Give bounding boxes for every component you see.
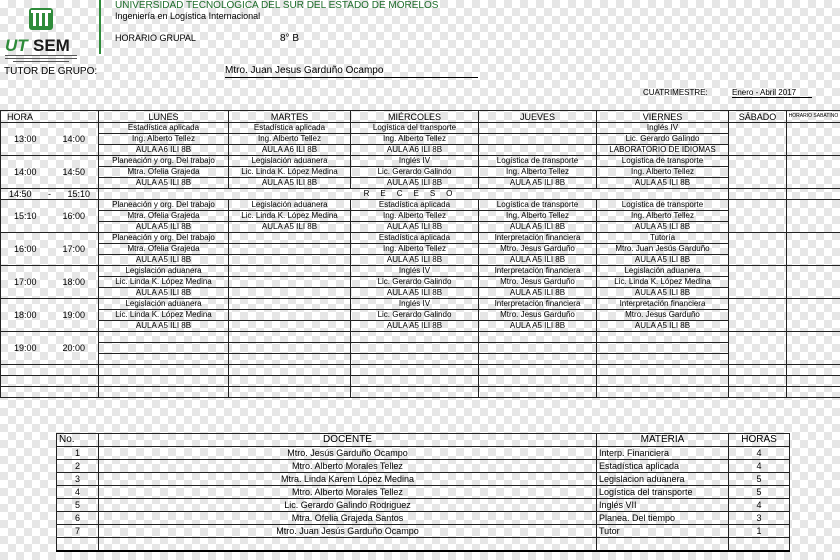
class-cell-line: Ing. Alberto Tellez: [597, 167, 729, 178]
header-hora: HORA: [1, 111, 99, 123]
recess-time-start: 14:50: [9, 189, 32, 199]
hour-start: 17:00: [13, 277, 37, 287]
hour-start: 15:10: [13, 211, 37, 221]
class-cell-line: AULA A5 ILI 8B: [99, 255, 229, 266]
class-cell-line: AULA A5 ILI 8B: [479, 288, 597, 299]
empty-cell: [1, 365, 99, 376]
sabatino-cell: [787, 233, 840, 266]
class-cell-line: AULA A5 ILI 8B: [597, 255, 729, 266]
class-cell-line: Mtro. Juan Jesús Garduño: [597, 244, 729, 255]
docente-docente: Mtro. Alberto Morales Tellez: [99, 486, 597, 499]
schedule-row: [1, 255, 840, 266]
class-cell-line: AULA A5 ILI 8B: [351, 255, 479, 266]
class-cell-line: Lic. Linda K. López Medina: [229, 211, 351, 222]
hour-cell: [1, 233, 99, 266]
class-cell-line: Lic. Linda K. López Medina: [597, 277, 729, 288]
header-docente: DOCENTE: [99, 434, 597, 447]
class-cell-line: Inglés IV: [351, 266, 479, 277]
header-no: No.: [57, 434, 99, 447]
docente-row: [57, 525, 790, 538]
schedule-row: [1, 310, 840, 321]
empty-cell: [729, 365, 787, 376]
empty-cell: [479, 376, 597, 387]
class-cell-line: Lic. Gerardo Galindo: [351, 167, 479, 178]
header-jueves: JUEVES: [479, 111, 597, 123]
class-cell-line: AULA A5 ILI 8B: [479, 255, 597, 266]
hour-cell: [1, 156, 99, 189]
recess-time-end: 15:10: [67, 189, 90, 199]
docentes-header-row: [57, 434, 790, 447]
empty-cell: [729, 387, 787, 398]
class-cell-line: [479, 343, 597, 354]
class-cell-line: Legislación aduanera: [99, 266, 229, 277]
empty-cell: [1, 376, 99, 387]
class-cell-line: [229, 244, 351, 255]
schedule-row: [1, 321, 840, 332]
class-cell-line: Interpretación financiera: [479, 266, 597, 277]
class-cell-line: Logística del transporte: [351, 123, 479, 134]
class-cell-line: Lic. Linda K. López Medina: [99, 277, 229, 288]
hour-end: 18:00: [62, 277, 86, 287]
utsem-logo: [3, 6, 95, 68]
class-cell-line: Interpretación financiera: [479, 233, 597, 244]
sabatino-cell: [787, 200, 840, 233]
tutor-label: TUTOR DE GRUPO:: [4, 66, 98, 77]
class-cell-line: [597, 354, 729, 365]
class-cell-line: Mtra. Ofelia Grajeda: [99, 244, 229, 255]
docente-materia: Logística del transporte: [597, 486, 729, 499]
header-sabado: SÁBADO: [729, 111, 787, 123]
class-cell-line: [479, 134, 597, 145]
saturday-cell: [729, 332, 787, 365]
schedule-row: [1, 343, 840, 354]
schedule-row: [1, 134, 840, 145]
class-cell-line: [597, 332, 729, 343]
schedule-row: [1, 178, 840, 189]
hour-cell: [1, 332, 99, 365]
cuatrimestre-value: Enero - Abril 2017: [732, 88, 812, 98]
empty-row: [1, 376, 840, 387]
class-cell-line: AULA A6 ILI 8B: [229, 145, 351, 156]
schedule-body: [1, 123, 840, 398]
group-value: 8° B: [280, 33, 300, 44]
saturday-cell: [729, 299, 787, 332]
class-cell-line: [479, 145, 597, 156]
saturday-cell: [729, 200, 787, 233]
docente-empty-cell: [99, 538, 597, 552]
class-cell-line: AULA A5 ILI 8B: [229, 178, 351, 189]
schedule-row: [1, 299, 840, 310]
svg-text:UT: UT: [5, 36, 28, 55]
saturday-cell: [729, 189, 787, 200]
docente-empty-row: [57, 538, 790, 552]
schedule-row: [1, 145, 840, 156]
schedule-row: [1, 244, 840, 255]
docente-no: 7: [57, 525, 99, 538]
header-lunes: LUNES: [99, 111, 229, 123]
schedule-row: [1, 288, 840, 299]
class-cell-line: Inglés IV: [351, 299, 479, 310]
schedule-row: [1, 211, 840, 222]
schedule-row: [1, 167, 840, 178]
hour-cell: [1, 123, 99, 156]
docente-horas: 4: [729, 460, 790, 473]
class-cell-line: Lic. Gerardo Galindo: [597, 134, 729, 145]
empty-row: [1, 387, 840, 398]
header-martes: MARTES: [229, 111, 351, 123]
class-cell-line: Inglés IV: [351, 156, 479, 167]
header-horas: HORAS: [729, 434, 790, 447]
docente-row: [57, 447, 790, 460]
docente-materia: Inglés VII: [597, 499, 729, 512]
class-cell-line: AULA A5 ILI 8B: [229, 222, 351, 233]
docente-row: [57, 499, 790, 512]
schedule-header-row: [1, 111, 840, 123]
class-cell-line: Legislación aduanera: [229, 200, 351, 211]
docente-horas: 5: [729, 486, 790, 499]
recess-time-dash: -: [48, 189, 51, 199]
schedule-row: [1, 233, 840, 244]
class-cell-line: AULA A5 ILI 8B: [99, 321, 229, 332]
saturday-cell: [729, 156, 787, 189]
class-cell-line: AULA A5 ILI 8B: [597, 321, 729, 332]
class-cell-line: Mtra. Ofelia Grajeda: [99, 211, 229, 222]
class-cell-line: LABORATORIO DE IDIOMAS: [597, 145, 729, 156]
docente-docente: Mtro. Juan Jesús Garduño Ocampo: [99, 525, 597, 538]
hour-end: 14:00: [62, 134, 86, 144]
docente-row: [57, 460, 790, 473]
hour-end: 14:50: [62, 167, 86, 177]
hour-cell: [1, 266, 99, 299]
docente-row: [57, 486, 790, 499]
empty-cell: [479, 365, 597, 376]
docente-empty-cell: [597, 538, 729, 552]
empty-cell: [787, 365, 840, 376]
class-cell-line: Ing. Alberto Tellez: [597, 211, 729, 222]
docentes-body: [57, 447, 790, 552]
hour-cell: [1, 200, 99, 233]
empty-cell: [597, 365, 729, 376]
class-cell-line: [479, 354, 597, 365]
docente-docente: Mtro. Alberto Morales Tellez: [99, 460, 597, 473]
class-cell-line: [597, 343, 729, 354]
class-cell-line: Mtro. Jesus Garduño: [479, 277, 597, 288]
header-miercoles: MIÉRCOLES: [351, 111, 479, 123]
class-cell-line: [229, 288, 351, 299]
hour-start: 14:00: [13, 167, 37, 177]
svg-text:SEM: SEM: [33, 36, 70, 55]
empty-cell: [229, 376, 351, 387]
class-cell-line: Mtro. Jesus Garduño: [479, 244, 597, 255]
hour-start: 18:00: [13, 310, 37, 320]
class-cell-line: AULA A5 ILI 8B: [479, 222, 597, 233]
class-cell-line: [229, 299, 351, 310]
class-cell-line: Mtro. Jesus Garduño: [479, 310, 597, 321]
class-cell-line: Planeación y org. Del trabajo: [99, 156, 229, 167]
saturday-cell: [729, 266, 787, 299]
saturday-cell: [729, 123, 787, 156]
class-cell-line: Ing. Alberto Tellez: [229, 134, 351, 145]
class-cell-line: Ing. Alberto Tellez: [479, 167, 597, 178]
empty-cell: [787, 387, 840, 398]
class-cell-line: AULA A5 ILI 8B: [351, 222, 479, 233]
class-cell-line: Estadística aplicada: [99, 123, 229, 134]
empty-cell: [479, 387, 597, 398]
schedule-row: [1, 332, 840, 343]
recess-time: [1, 189, 99, 200]
class-cell-line: Tutoría: [597, 233, 729, 244]
class-cell-line: [99, 343, 229, 354]
class-cell-line: Planeación y org. Del trabajo: [99, 200, 229, 211]
class-cell-line: AULA A5 ILI 8B: [99, 288, 229, 299]
class-cell-line: Logística de transporte: [597, 200, 729, 211]
docente-row: [57, 473, 790, 486]
saturday-cell: [729, 233, 787, 266]
docente-no: 3: [57, 473, 99, 486]
recess-row: [1, 189, 840, 200]
class-cell-line: [229, 266, 351, 277]
class-cell-line: AULA A5 ILI 8B: [597, 178, 729, 189]
docente-docente: Mtra. Linda Karem López Medina: [99, 473, 597, 486]
hour-cell: [1, 299, 99, 332]
docente-materia: Interp. Financiera: [597, 447, 729, 460]
docente-docente: Lic. Gerardo Galindo Rodriguez: [99, 499, 597, 512]
schedule-row: [1, 222, 840, 233]
hour-end: 17:00: [62, 244, 86, 254]
schedule-row: [1, 277, 840, 288]
empty-cell: [729, 376, 787, 387]
class-cell-line: Lic. Gerardo Galindo: [351, 310, 479, 321]
sabatino-cell: [787, 332, 840, 365]
class-cell-line: Ing. Alberto Tellez: [351, 134, 479, 145]
docente-empty-cell: [57, 538, 99, 552]
class-cell-line: [479, 123, 597, 134]
docente-docente: Mtro. Jesús Garduño Ocampo: [99, 447, 597, 460]
sabatino-cell: [787, 123, 840, 156]
docente-horas: 3: [729, 512, 790, 525]
cuatrimestre-label: CUATRIMESTRE:: [643, 88, 708, 97]
hour-start: 13:00: [13, 134, 37, 144]
empty-cell: [229, 365, 351, 376]
class-cell-line: Planeación y org. Del trabajo: [99, 233, 229, 244]
university-name: UNIVERSIDAD TECNOLÓGICA DEL SUR DEL ESTADO DE MORELOS: [115, 0, 439, 11]
class-cell-line: [99, 354, 229, 365]
empty-cell: [351, 376, 479, 387]
career-name: Ingeniería en Logística Internacional: [115, 11, 261, 21]
empty-cell: [787, 376, 840, 387]
class-cell-line: Lic. Linda K. López Medina: [229, 167, 351, 178]
docente-no: 5: [57, 499, 99, 512]
tutor-name: Mtro. Juan Jesus Garduño Ocampo: [225, 65, 478, 78]
class-cell-line: [229, 277, 351, 288]
class-cell-line: Lic. Gerardo Galindo: [351, 277, 479, 288]
docente-no: 1: [57, 447, 99, 460]
docente-horas: 4: [729, 447, 790, 460]
empty-row: [1, 365, 840, 376]
class-cell-line: AULA A5 ILI 8B: [99, 178, 229, 189]
class-cell-line: [229, 332, 351, 343]
empty-cell: [99, 365, 229, 376]
schedule-row: [1, 266, 840, 277]
docente-horas: 1: [729, 525, 790, 538]
class-cell-line: Inglés IV: [597, 123, 729, 134]
hour-start: 19:00: [13, 343, 37, 353]
empty-cell: [597, 376, 729, 387]
hour-end: 20:00: [62, 343, 86, 353]
empty-cell: [351, 387, 479, 398]
sabatino-cell: [787, 189, 840, 200]
class-cell-line: Logística de transporte: [597, 156, 729, 167]
class-cell-line: AULA A5 ILI 8B: [597, 288, 729, 299]
class-cell-line: Ing. Alberto Tellez: [479, 211, 597, 222]
class-cell-line: Ing. Alberto Tellez: [351, 244, 479, 255]
class-cell-line: AULA A5 ILI 8B: [479, 321, 597, 332]
hour-end: 19:00: [62, 310, 86, 320]
header-materia: MATERIA: [597, 434, 729, 447]
header-horario-sabatino: HORARIO SABATINO: [787, 111, 840, 123]
class-cell-line: [479, 332, 597, 343]
docente-horas: 4: [729, 499, 790, 512]
class-cell-line: AULA A5 ILI 8B: [99, 222, 229, 233]
sabatino-cell: [787, 156, 840, 189]
empty-cell: [99, 387, 229, 398]
class-cell-line: [351, 332, 479, 343]
docente-row: [57, 512, 790, 525]
class-cell-line: Interpretación financiera: [479, 299, 597, 310]
class-cell-line: Ing. Alberto Tellez: [351, 211, 479, 222]
sabatino-cell: [787, 266, 840, 299]
schedule-row: [1, 200, 840, 211]
schedule-row: [1, 123, 840, 134]
empty-cell: [597, 387, 729, 398]
docente-no: 6: [57, 512, 99, 525]
docente-materia: Estadística aplicada: [597, 460, 729, 473]
class-cell-line: AULA A5 ILI 8B: [351, 178, 479, 189]
class-cell-line: [229, 321, 351, 332]
empty-cell: [351, 365, 479, 376]
class-cell-line: Estadística aplicada: [351, 200, 479, 211]
hour-start: 16:00: [13, 244, 37, 254]
class-cell-line: [229, 310, 351, 321]
class-cell-line: Estadística aplicada: [351, 233, 479, 244]
class-cell-line: [351, 354, 479, 365]
class-cell-line: Legislación aduanera: [99, 299, 229, 310]
docente-docente: Mtra. Ofelia Grajeda Santos: [99, 512, 597, 525]
header-viernes: VIERNES: [597, 111, 729, 123]
class-cell-line: AULA A6 ILI 8B: [351, 145, 479, 156]
docente-no: 2: [57, 460, 99, 473]
class-cell-line: Estadística aplicada: [229, 123, 351, 134]
class-cell-line: Logística de transporte: [479, 200, 597, 211]
empty-cell: [99, 376, 229, 387]
class-cell-line: AULA A5 ILI 8B: [597, 222, 729, 233]
docente-materia: Legislacion aduanera: [597, 473, 729, 486]
docente-materia: Planea. Del tiempo: [597, 512, 729, 525]
class-cell-line: [99, 332, 229, 343]
class-cell-line: AULA A5 ILI 8B: [351, 288, 479, 299]
empty-cell: [229, 387, 351, 398]
schedule-row: [1, 354, 840, 365]
schedule-table: [0, 110, 840, 398]
class-cell-line: Logística de transporte: [479, 156, 597, 167]
class-cell-line: [229, 354, 351, 365]
class-cell-line: Legislación aduanera: [229, 156, 351, 167]
class-cell-line: AULA A6 ILI 8B: [99, 145, 229, 156]
horario-label: HORARIO GRUPAL: [115, 33, 196, 43]
class-cell-line: [229, 233, 351, 244]
docente-horas: 5: [729, 473, 790, 486]
recess-label: RECESO: [99, 189, 729, 200]
class-cell-line: Lic. Linda K. López Medina: [99, 310, 229, 321]
docente-no: 4: [57, 486, 99, 499]
class-cell-line: AULA A5 ILI 8B: [351, 321, 479, 332]
schedule-row: [1, 156, 840, 167]
docentes-table: [56, 433, 790, 552]
class-cell-line: Interpretación financiera: [597, 299, 729, 310]
class-cell-line: [351, 343, 479, 354]
class-cell-line: Ing. Alberto Tellez: [99, 134, 229, 145]
class-cell-line: Mtro. Jesus Garduño: [597, 310, 729, 321]
hour-end: 16:00: [62, 211, 86, 221]
class-cell-line: Mtra. Ofelia Grajeda: [99, 167, 229, 178]
class-cell-line: Legislación aduanera: [597, 266, 729, 277]
empty-cell: [1, 387, 99, 398]
class-cell-line: [229, 255, 351, 266]
utsem-logo-icon: [3, 6, 95, 68]
header-divider: [99, 0, 101, 54]
class-cell-line: AULA A5 ILI 8B: [479, 178, 597, 189]
sabatino-cell: [787, 299, 840, 332]
docente-materia: Tutor: [597, 525, 729, 538]
docente-empty-cell: [729, 538, 790, 552]
class-cell-line: [229, 343, 351, 354]
